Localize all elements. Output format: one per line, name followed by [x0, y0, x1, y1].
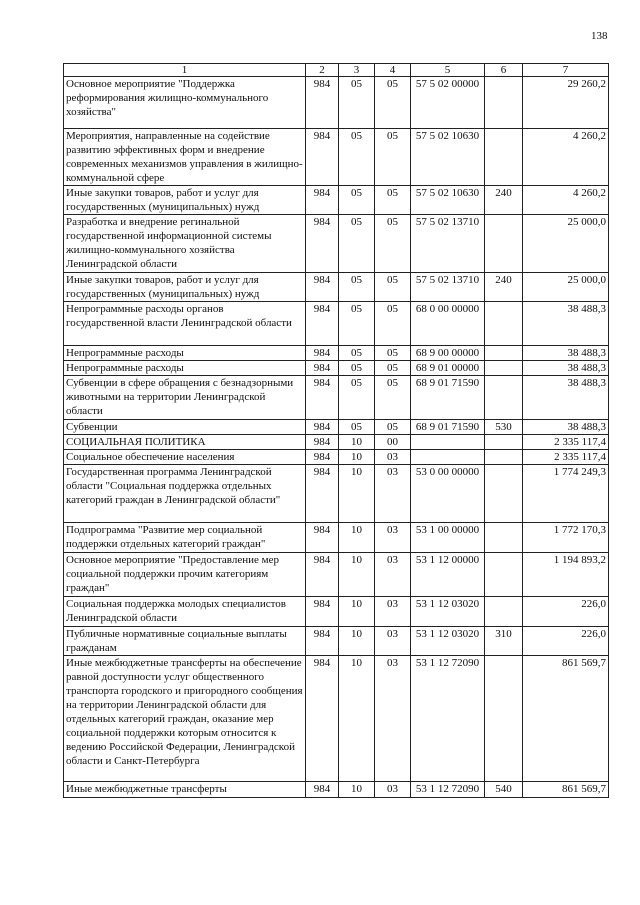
amount-cell: 4 260,2	[523, 129, 609, 186]
ministry-code-cell: 984	[306, 129, 339, 186]
header-cell: 6	[485, 64, 523, 77]
target-article-cell: 68 9 01 71590	[411, 376, 485, 420]
table-row	[64, 77, 609, 129]
row-name-cell: Иные закупки товаров, работ и услуг для государственных (муниципальных) нужд	[64, 273, 306, 302]
expense-type-cell	[485, 77, 523, 129]
amount-cell: 38 488,3	[523, 302, 609, 346]
expense-type-cell	[485, 361, 523, 376]
expense-type-cell	[485, 597, 523, 627]
table-row	[64, 361, 609, 376]
target-article-cell: 68 9 01 71590	[411, 420, 485, 435]
target-article-cell: 53 1 00 00000	[411, 523, 485, 553]
expense-type-cell	[485, 656, 523, 782]
row-name-cell: Подпрограмма "Развитие мер социальной поддержки отдельных категорий граждан"	[64, 523, 306, 553]
header-cell: 1	[64, 64, 306, 77]
ministry-code-cell: 984	[306, 77, 339, 129]
amount-cell: 4 260,2	[523, 186, 609, 215]
section-code-cell: 05	[339, 77, 375, 129]
target-article-cell: 53 0 00 00000	[411, 465, 485, 523]
section-code-cell: 05	[339, 273, 375, 302]
ministry-code-cell: 984	[306, 215, 339, 273]
subsection-code-cell: 03	[375, 553, 411, 597]
expense-type-cell	[485, 129, 523, 186]
row-name-cell: Иные межбюджетные трансферты	[64, 782, 306, 798]
amount-cell: 25 000,0	[523, 215, 609, 273]
amount-cell: 2 335 117,4	[523, 435, 609, 450]
table-row	[64, 129, 609, 186]
ministry-code-cell: 984	[306, 597, 339, 627]
ministry-code-cell: 984	[306, 656, 339, 782]
amount-cell: 1 194 893,2	[523, 553, 609, 597]
table-row	[64, 420, 609, 435]
expense-type-cell: 240	[485, 273, 523, 302]
table-row	[64, 627, 609, 656]
target-article-cell: 68 9 00 00000	[411, 346, 485, 361]
subsection-code-cell: 03	[375, 782, 411, 798]
table-row	[64, 346, 609, 361]
subsection-code-cell: 05	[375, 215, 411, 273]
ministry-code-cell: 984	[306, 346, 339, 361]
amount-cell: 861 569,7	[523, 782, 609, 798]
subsection-code-cell: 05	[375, 77, 411, 129]
section-code-cell: 10	[339, 553, 375, 597]
section-code-cell: 10	[339, 627, 375, 656]
ministry-code-cell: 984	[306, 450, 339, 465]
target-article-cell: 53 1 12 03020	[411, 627, 485, 656]
subsection-code-cell: 03	[375, 465, 411, 523]
ministry-code-cell: 984	[306, 361, 339, 376]
row-name-cell: Разработка и внедрение регинальной государственной информационной системы жилищно-коммунального хозяйства Ленинградской области	[64, 215, 306, 273]
row-name-cell: Непрограммные расходы	[64, 361, 306, 376]
row-name-cell: Государственная программа Ленинградской области "Социальная поддержка отдельных категорий граждан в Ленинградской области"	[64, 465, 306, 523]
ministry-code-cell: 984	[306, 420, 339, 435]
subsection-code-cell: 05	[375, 273, 411, 302]
section-code-cell: 10	[339, 656, 375, 782]
subsection-code-cell: 03	[375, 597, 411, 627]
subsection-code-cell: 05	[375, 302, 411, 346]
expense-type-cell	[485, 450, 523, 465]
ministry-code-cell: 984	[306, 465, 339, 523]
ministry-code-cell: 984	[306, 273, 339, 302]
section-code-cell: 10	[339, 435, 375, 450]
table-row	[64, 450, 609, 465]
expense-type-cell	[485, 215, 523, 273]
target-article-cell: 53 1 12 72090	[411, 782, 485, 798]
amount-cell: 861 569,7	[523, 656, 609, 782]
target-article-cell: 53 1 12 00000	[411, 553, 485, 597]
amount-cell: 1 774 249,3	[523, 465, 609, 523]
target-article-cell: 57 5 02 10630	[411, 129, 485, 186]
subsection-code-cell: 00	[375, 435, 411, 450]
amount-cell: 38 488,3	[523, 346, 609, 361]
amount-cell: 226,0	[523, 597, 609, 627]
section-code-cell: 05	[339, 215, 375, 273]
row-name-cell: Мероприятия, направленные на содействие развитию эффективных форм и внедрение современных механизмов управления в жилищно-коммунальной сфере	[64, 129, 306, 186]
subsection-code-cell: 03	[375, 450, 411, 465]
subsection-code-cell: 03	[375, 523, 411, 553]
target-article-cell: 57 5 02 13710	[411, 273, 485, 302]
section-code-cell: 10	[339, 782, 375, 798]
expense-type-cell	[485, 465, 523, 523]
table-row	[64, 435, 609, 450]
subsection-code-cell: 05	[375, 376, 411, 420]
budget-table	[63, 63, 609, 798]
ministry-code-cell: 984	[306, 782, 339, 798]
section-code-cell: 05	[339, 129, 375, 186]
target-article-cell: 68 9 01 00000	[411, 361, 485, 376]
expense-type-cell: 540	[485, 782, 523, 798]
ministry-code-cell: 984	[306, 627, 339, 656]
expense-type-cell: 530	[485, 420, 523, 435]
expense-type-cell	[485, 553, 523, 597]
target-article-cell: 57 5 02 13710	[411, 215, 485, 273]
ministry-code-cell: 984	[306, 376, 339, 420]
section-code-cell: 10	[339, 597, 375, 627]
section-code-cell: 10	[339, 523, 375, 553]
table-row	[64, 553, 609, 597]
target-article-cell: 57 5 02 10630	[411, 186, 485, 215]
subsection-code-cell: 03	[375, 656, 411, 782]
table-row	[64, 215, 609, 273]
row-name-cell: Субвенции в сфере обращения с безнадзорными животными на территории Ленинградской области	[64, 376, 306, 420]
target-article-cell	[411, 435, 485, 450]
row-name-cell: Основное мероприятие "Поддержка реформирования жилищно-коммунального хозяйства"	[64, 77, 306, 129]
table-header-row	[64, 64, 609, 77]
target-article-cell: 53 1 12 72090	[411, 656, 485, 782]
expense-type-cell	[485, 302, 523, 346]
section-code-cell: 05	[339, 302, 375, 346]
expense-type-cell	[485, 346, 523, 361]
expense-type-cell	[485, 376, 523, 420]
row-name-cell: Непрограммные расходы органов государственной власти Ленинградской области	[64, 302, 306, 346]
target-article-cell: 57 5 02 00000	[411, 77, 485, 129]
amount-cell: 2 335 117,4	[523, 450, 609, 465]
header-cell: 5	[411, 64, 485, 77]
expense-type-cell	[485, 435, 523, 450]
row-name-cell: Публичные нормативные социальные выплаты гражданам	[64, 627, 306, 656]
row-name-cell: Субвенции	[64, 420, 306, 435]
amount-cell: 1 772 170,3	[523, 523, 609, 553]
table-row	[64, 597, 609, 627]
section-code-cell: 10	[339, 450, 375, 465]
header-cell: 7	[523, 64, 609, 77]
expense-type-cell	[485, 523, 523, 553]
ministry-code-cell: 984	[306, 302, 339, 346]
section-code-cell: 05	[339, 346, 375, 361]
section-code-cell: 10	[339, 465, 375, 523]
row-name-cell: Непрограммные расходы	[64, 346, 306, 361]
target-article-cell: 53 1 12 03020	[411, 597, 485, 627]
row-name-cell: СОЦИАЛЬНАЯ ПОЛИТИКА	[64, 435, 306, 450]
table-row	[64, 523, 609, 553]
row-name-cell: Иные межбюджетные трансферты на обеспечение равной доступности услуг общественного транспорта городского и пригородного сообщения на территории Ленинградской области для отдельных категорий граждан, оказание мер социальной поддержки которым относится к ведению Российской Федерации, Ленинградской области и Санкт-Петербурга	[64, 656, 306, 782]
table-row	[64, 656, 609, 782]
target-article-cell: 68 0 00 00000	[411, 302, 485, 346]
amount-cell: 25 000,0	[523, 273, 609, 302]
ministry-code-cell: 984	[306, 553, 339, 597]
expense-type-cell: 310	[485, 627, 523, 656]
table-row	[64, 302, 609, 346]
ministry-code-cell: 984	[306, 523, 339, 553]
amount-cell: 226,0	[523, 627, 609, 656]
header-cell: 3	[339, 64, 375, 77]
amount-cell: 38 488,3	[523, 361, 609, 376]
target-article-cell	[411, 450, 485, 465]
table-row	[64, 376, 609, 420]
section-code-cell: 05	[339, 420, 375, 435]
row-name-cell: Социальное обеспечение населения	[64, 450, 306, 465]
ministry-code-cell: 984	[306, 435, 339, 450]
section-code-cell: 05	[339, 186, 375, 215]
header-cell: 2	[306, 64, 339, 77]
amount-cell: 38 488,3	[523, 420, 609, 435]
subsection-code-cell: 05	[375, 346, 411, 361]
amount-cell: 38 488,3	[523, 376, 609, 420]
section-code-cell: 05	[339, 361, 375, 376]
table-row	[64, 782, 609, 798]
subsection-code-cell: 05	[375, 129, 411, 186]
row-name-cell: Основное мероприятие "Предоставление мер социальной поддержки прочим категориям граждан"	[64, 553, 306, 597]
table-row	[64, 465, 609, 523]
ministry-code-cell: 984	[306, 186, 339, 215]
amount-cell: 29 260,2	[523, 77, 609, 129]
row-name-cell: Иные закупки товаров, работ и услуг для государственных (муниципальных) нужд	[64, 186, 306, 215]
page-number: 138	[591, 30, 608, 42]
table-row	[64, 273, 609, 302]
subsection-code-cell: 03	[375, 627, 411, 656]
expense-type-cell: 240	[485, 186, 523, 215]
subsection-code-cell: 05	[375, 361, 411, 376]
header-cell: 4	[375, 64, 411, 77]
row-name-cell: Социальная поддержка молодых специалистов Ленинградской области	[64, 597, 306, 627]
table-row	[64, 186, 609, 215]
section-code-cell: 05	[339, 376, 375, 420]
subsection-code-cell: 05	[375, 186, 411, 215]
subsection-code-cell: 05	[375, 420, 411, 435]
